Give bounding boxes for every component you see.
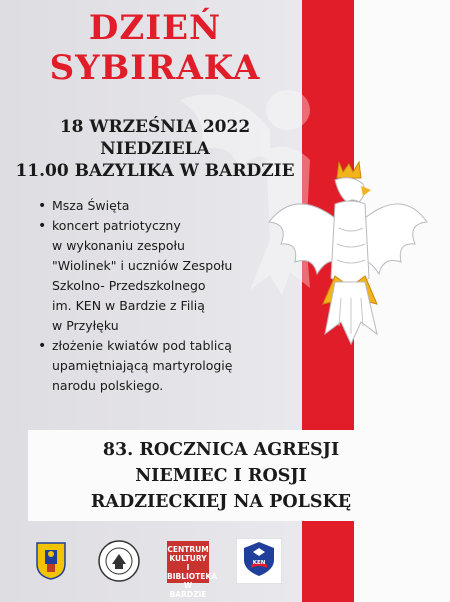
culture-center-logo <box>167 541 218 599</box>
program-text: narodu polskiego. <box>52 378 164 393</box>
banner-line-1: 83. ROCZNICA AGRESJI <box>102 440 340 460</box>
program-text: w wykonaniu zespołu <box>52 238 185 253</box>
logo-line: KULTURY I <box>169 554 207 572</box>
program-item-flowers <box>38 336 308 396</box>
program-text: • złożenie kwiatów pod tablicą <box>52 338 232 353</box>
program-item-mass <box>38 196 308 216</box>
program-text: im. KEN w Bardzie z Filią <box>52 298 205 313</box>
anniversary-text <box>26 437 416 515</box>
program-text: w Przyłęku <box>52 318 119 333</box>
banner-line-3: RADZIECKIEJ NA POLSKĘ <box>90 492 352 512</box>
event-time-place: 11.00 BAZYLIKA W BARDZIE <box>15 161 295 181</box>
program-text: Szkolno- Przedszkolnego <box>52 278 206 293</box>
sponsor-logos <box>0 532 450 602</box>
event-weekday: NIEDZIELA <box>100 139 210 159</box>
logo-line: CENTRUM <box>167 545 209 554</box>
program-text: • Msza Święta <box>52 198 130 213</box>
culture-center-logo-text <box>167 545 218 599</box>
banner-line-2: NIEMIEC I ROSJI <box>135 466 307 486</box>
logo-line: W BARDZIE <box>169 581 207 599</box>
school-logo-label: KEN <box>252 560 266 566</box>
program-text: upamiętniającą martyrologię <box>52 358 233 373</box>
event-details <box>0 116 310 182</box>
title-line-2: SYBIRAKA <box>49 48 261 88</box>
logo-line: BIBLIOTEKA <box>167 572 218 581</box>
event-date: 18 WRZEŚNIA 2022 <box>59 117 251 137</box>
program-text: • koncert patriotyczny <box>52 218 181 233</box>
page-title <box>0 8 310 88</box>
title-line-1: DZIEŃ <box>88 8 222 48</box>
program-item-concert <box>38 216 308 336</box>
program-list <box>38 196 308 396</box>
program-text: "Wiolinek" i uczniów Zespołu <box>52 258 233 273</box>
coat-of-arms-logo-icon <box>36 542 66 580</box>
circular-association-logo-icon <box>98 540 140 582</box>
